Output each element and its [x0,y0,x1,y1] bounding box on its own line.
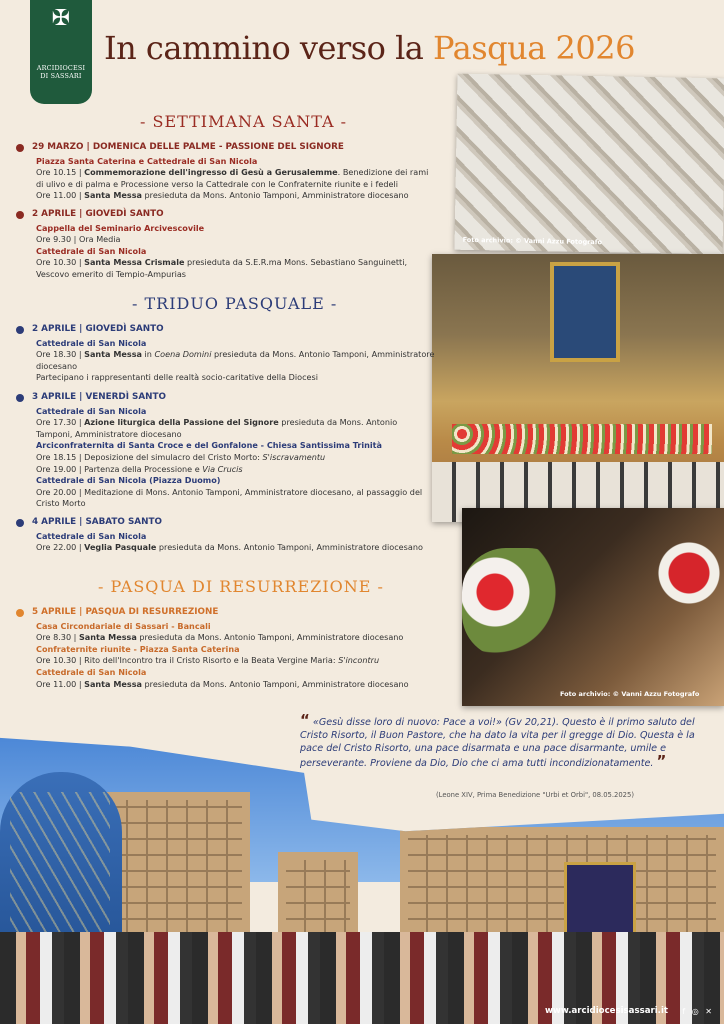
bullet-icon [16,326,24,334]
event-place: Piazza Santa Caterina e Cattedrale di San Nicola [36,155,258,166]
event-place: Cattedrale di San Nicola [36,405,147,416]
photo-clergy-procession [454,74,724,255]
event-line: Ore 17.30 | Azione liturgica della Passione del Signore presieduta da Mons. Antonio Tamponi, Amministratore diocesano [36,417,398,439]
event-line: Ore 11.00 | Santa Messa presieduta da Mons. Antonio Tamponi, Amministratore diocesano [36,190,409,201]
bullet-icon [16,211,24,219]
event-place: Cattedrale di San Nicola [36,666,147,677]
logo-text [30,64,92,80]
event-head: 3 APRILE | VENERDÌ SANTO [16,392,436,404]
section-pasqua-resurrezione: - PASQUA DI RESURREZIONE - [98,577,384,596]
organ-pipes-cross-icon: ✠ [51,6,71,31]
title-prefix: In cammino verso la [104,29,434,67]
event-pasqua [16,607,436,690]
photo-procession-square [0,732,724,1024]
event-line: Ore 18.30 | Santa Messa in Coena Domini presieduta da Mons. Antonio Tamponi, Amministratore diocesano [36,349,435,371]
logo-name-line2: DI SASSARI [40,72,82,80]
title-highlight: Pasqua 2026 [433,29,635,67]
logo-name-line1: ARCIDIOCESI [36,64,86,72]
event-palme [16,142,436,202]
event-giovedi-mattina [16,209,436,281]
quote-block [300,711,710,770]
building [400,827,724,942]
event-line: Ore 10.15 | Commemorazione dell'ingresso di Gesù a Gerusalemme. Benedizione dei rami di ulivo e di palma e Processione verso la Cattedrale con le Confraternite riunite e i fedeli [36,167,429,189]
event-line: Ore 22.00 | Veglia Pasquale presieduta da Mons. Antonio Tamponi, Amministratore diocesano [36,542,423,553]
event-place: Arciconfraternita di Santa Croce e del Gonfalone - Chiesa Santissima Trinità [36,440,382,451]
section-settimana-santa: - SETTIMANA SANTA - [140,112,348,131]
event-place: Cattedrale di San Nicola [36,245,147,256]
event-coena-domini [16,324,436,384]
photo-dead-christ [462,508,724,706]
building [278,852,358,942]
event-line: Ore 20.00 | Meditazione di Mons. Antonio Tamponi, Amministratore diocesano, al passaggio del Cristo Morto [36,486,423,509]
bullet-icon [16,394,24,402]
event-head: 29 MARZO | DOMENICA DELLE PALME - PASSIONE DEL SIGNORE [16,142,436,154]
bullet-icon [16,144,24,152]
event-line: Ore 11.00 | Santa Messa presieduta da Mons. Antonio Tamponi, Amministratore diocesano [36,678,409,689]
quote-close-icon: ” [656,752,667,770]
event-line: Ore 18.15 | Deposizione del simulacro del Cristo Morto: S'iscravamentu [36,451,326,462]
event-head: 2 APRILE | GIOVEDÌ SANTO [16,209,436,221]
page-title [104,26,635,70]
flowers-left [462,548,572,658]
event-line: Ore 10.30 | Rito dell'Incontro tra il Cristo Risorto e la Beata Vergine Maria: S'incontru [36,655,380,666]
bullet-icon [16,519,24,527]
flowers-right [654,538,724,608]
website-link[interactable]: www.arcidiocesisassari.it [544,1006,668,1016]
bullet-icon [16,609,24,617]
section-triduo-pasquale: - TRIDUO PASQUALE - [132,294,338,313]
event-head: 2 APRILE | GIOVEDÌ SANTO [16,324,436,336]
event-line: Ore 10.30 | Santa Messa Crismale presieduta da S.E.R.ma Mons. Sebastiano Sanguinetti, Vescovo emerito di Tempio-Ampurias [36,257,408,279]
event-place: Cattedrale di San Nicola (Piazza Duomo) [36,475,221,486]
quote-text-1: «Gesù disse loro di nuovo: Pace a voi!» (Gv 20,21). [312,717,560,728]
photo-altar-flowers [432,254,724,522]
event-place: Casa Circondariale di Sassari - Bancali [36,620,211,631]
event-line: Ore 19.00 | Partenza della Processione e Via Crucis [36,463,243,474]
quote-open-icon: “ [300,711,310,729]
event-place: Cappella del Seminario Arcivescovile [36,222,205,233]
event-place: Confraternite riunite - Piazza Santa Caterina [36,643,240,654]
quote-text-2: Questo è il primo saluto del Cristo Risorto, il Buon Pastore, che ha dato la vita per il gregge di Dio. Questa è la pace del Cristo Risorto, una pace disarmata e una pace disarmante, umile e perseverante. Proviene da Dio, Dio che ci ama tutti incondizionatamente. [300,717,695,769]
photo-credit-3: Foto archivio: © Vanni Azzu Fotografo [560,690,700,698]
social-icons[interactable]: f ◎ ✕ [682,1007,714,1016]
event-head: 4 APRILE | SABATO SANTO [16,517,436,529]
altar-flowers [452,424,712,454]
event-line: Ore 9.30 | Ora Media [36,234,121,245]
quote-source: (Leone XIV, Prima Benedizione "Urbi et Orbi", 08.05.2025) [436,791,634,799]
photo-credit-1: Foto archivio: © Vanni Azzu Fotografo [462,235,603,247]
altarpiece-image [550,262,620,362]
event-line: Partecipano i rappresentanti delle realtà socio-caritative della Diocesi [36,372,318,383]
event-place: Cattedrale di San Nicola [36,530,147,541]
event-sabato-santo [16,517,436,554]
event-head: 5 APRILE | PASQUA DI RESURREZIONE [16,607,436,619]
diocese-logo [30,0,92,104]
event-place: Cattedrale di San Nicola [36,337,147,348]
event-venerdi-santo [16,392,436,510]
event-line: Ore 8.30 | Santa Messa presieduta da Mons. Antonio Tamponi, Amministratore diocesano [36,632,404,643]
